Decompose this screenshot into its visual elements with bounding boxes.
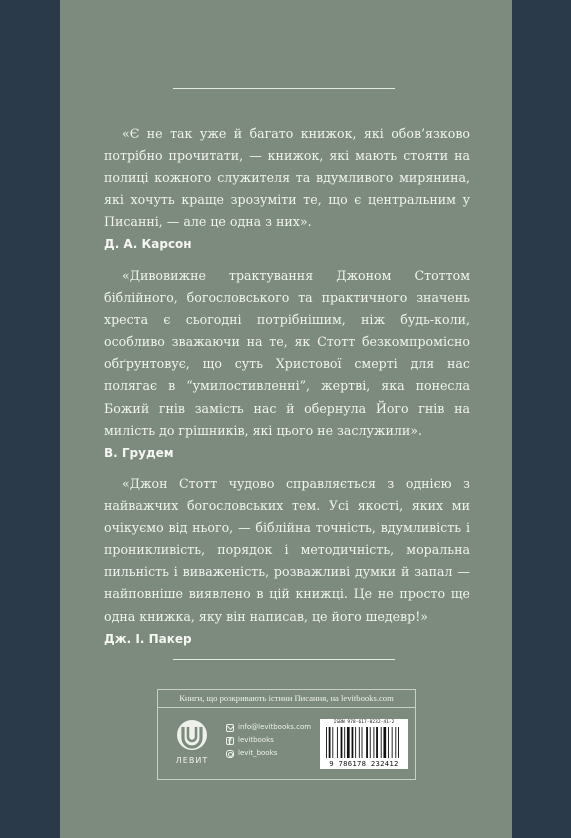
barcode-bars <box>326 727 402 758</box>
contact-facebook-text: levitbooks <box>238 736 274 744</box>
mail-icon <box>226 724 234 732</box>
quote-text: «Джон Стотт чудово справляється з однією з найважчих богословських тем. Усі якості, яких ми очікуємо від нього, — біблійна точність, вдумливість і проникливість, порядок і методичність, моральна пильність і виваженість, розважливі думки й запал — найповніше виявлено в цій книжці. Це не просто ще одна книжка, яку він написав, це його шедевр!» <box>104 476 470 624</box>
quote-text: «Є не так уже й багато книжок, які обов’язково потрібно прочитати, — книжок, які мають стояти на полиці кожного служителя та вдумливого мирянина, які хочуть краще зрозуміти те, що є центральним у Писанні, — але це одна з них». <box>104 126 470 230</box>
contact-email[interactable] <box>226 721 316 734</box>
quote-author: В. Грудем <box>104 445 174 460</box>
quote-block <box>104 123 470 255</box>
isbn-barcode <box>320 719 408 769</box>
instagram-icon <box>226 750 234 758</box>
bottom-rule <box>173 659 395 660</box>
contact-email-text: info@levitbooks.com <box>238 723 312 731</box>
footer-divider <box>158 707 415 708</box>
levit-logo-icon <box>172 718 212 754</box>
isbn-label: ISBN 978-617-8232-41-2 <box>333 720 395 725</box>
footer-tagline: Книги, що розкривають істини Писання, на levitbooks.com <box>179 693 394 703</box>
contact-instagram[interactable] <box>226 747 316 760</box>
quote-block <box>104 265 470 464</box>
quote-author: Д. А. Карсон <box>104 237 192 252</box>
ean-number: 9 786178 232412 <box>329 759 399 768</box>
quote-text: «Дивовижне трактування Джоном Стоттом біблійного, богословського та практичного значень хреста є сьогодні потрібнішим, ніж будь-коли, особливо зважаючи на те, як Стотт безкомпромісно обґрунтовує, що суть Христової смерті для нас полягає в “умилостивленні”, жертві, яка понесла Божий гнів замість нас й обернула Його гнів на милість до грішників, які цього не заслужили». <box>104 268 470 438</box>
contact-facebook[interactable] <box>226 734 316 747</box>
publisher-footer <box>157 689 416 780</box>
publisher-name: ЛЕВИТ <box>175 756 209 765</box>
contact-list <box>226 721 316 760</box>
contact-instagram-text: levit_books <box>238 749 278 757</box>
facebook-icon <box>226 737 234 745</box>
quote-author: Дж. І. Пакер <box>104 631 192 646</box>
quote-block <box>104 473 470 650</box>
publisher-logo <box>172 718 212 770</box>
top-rule <box>173 88 395 89</box>
